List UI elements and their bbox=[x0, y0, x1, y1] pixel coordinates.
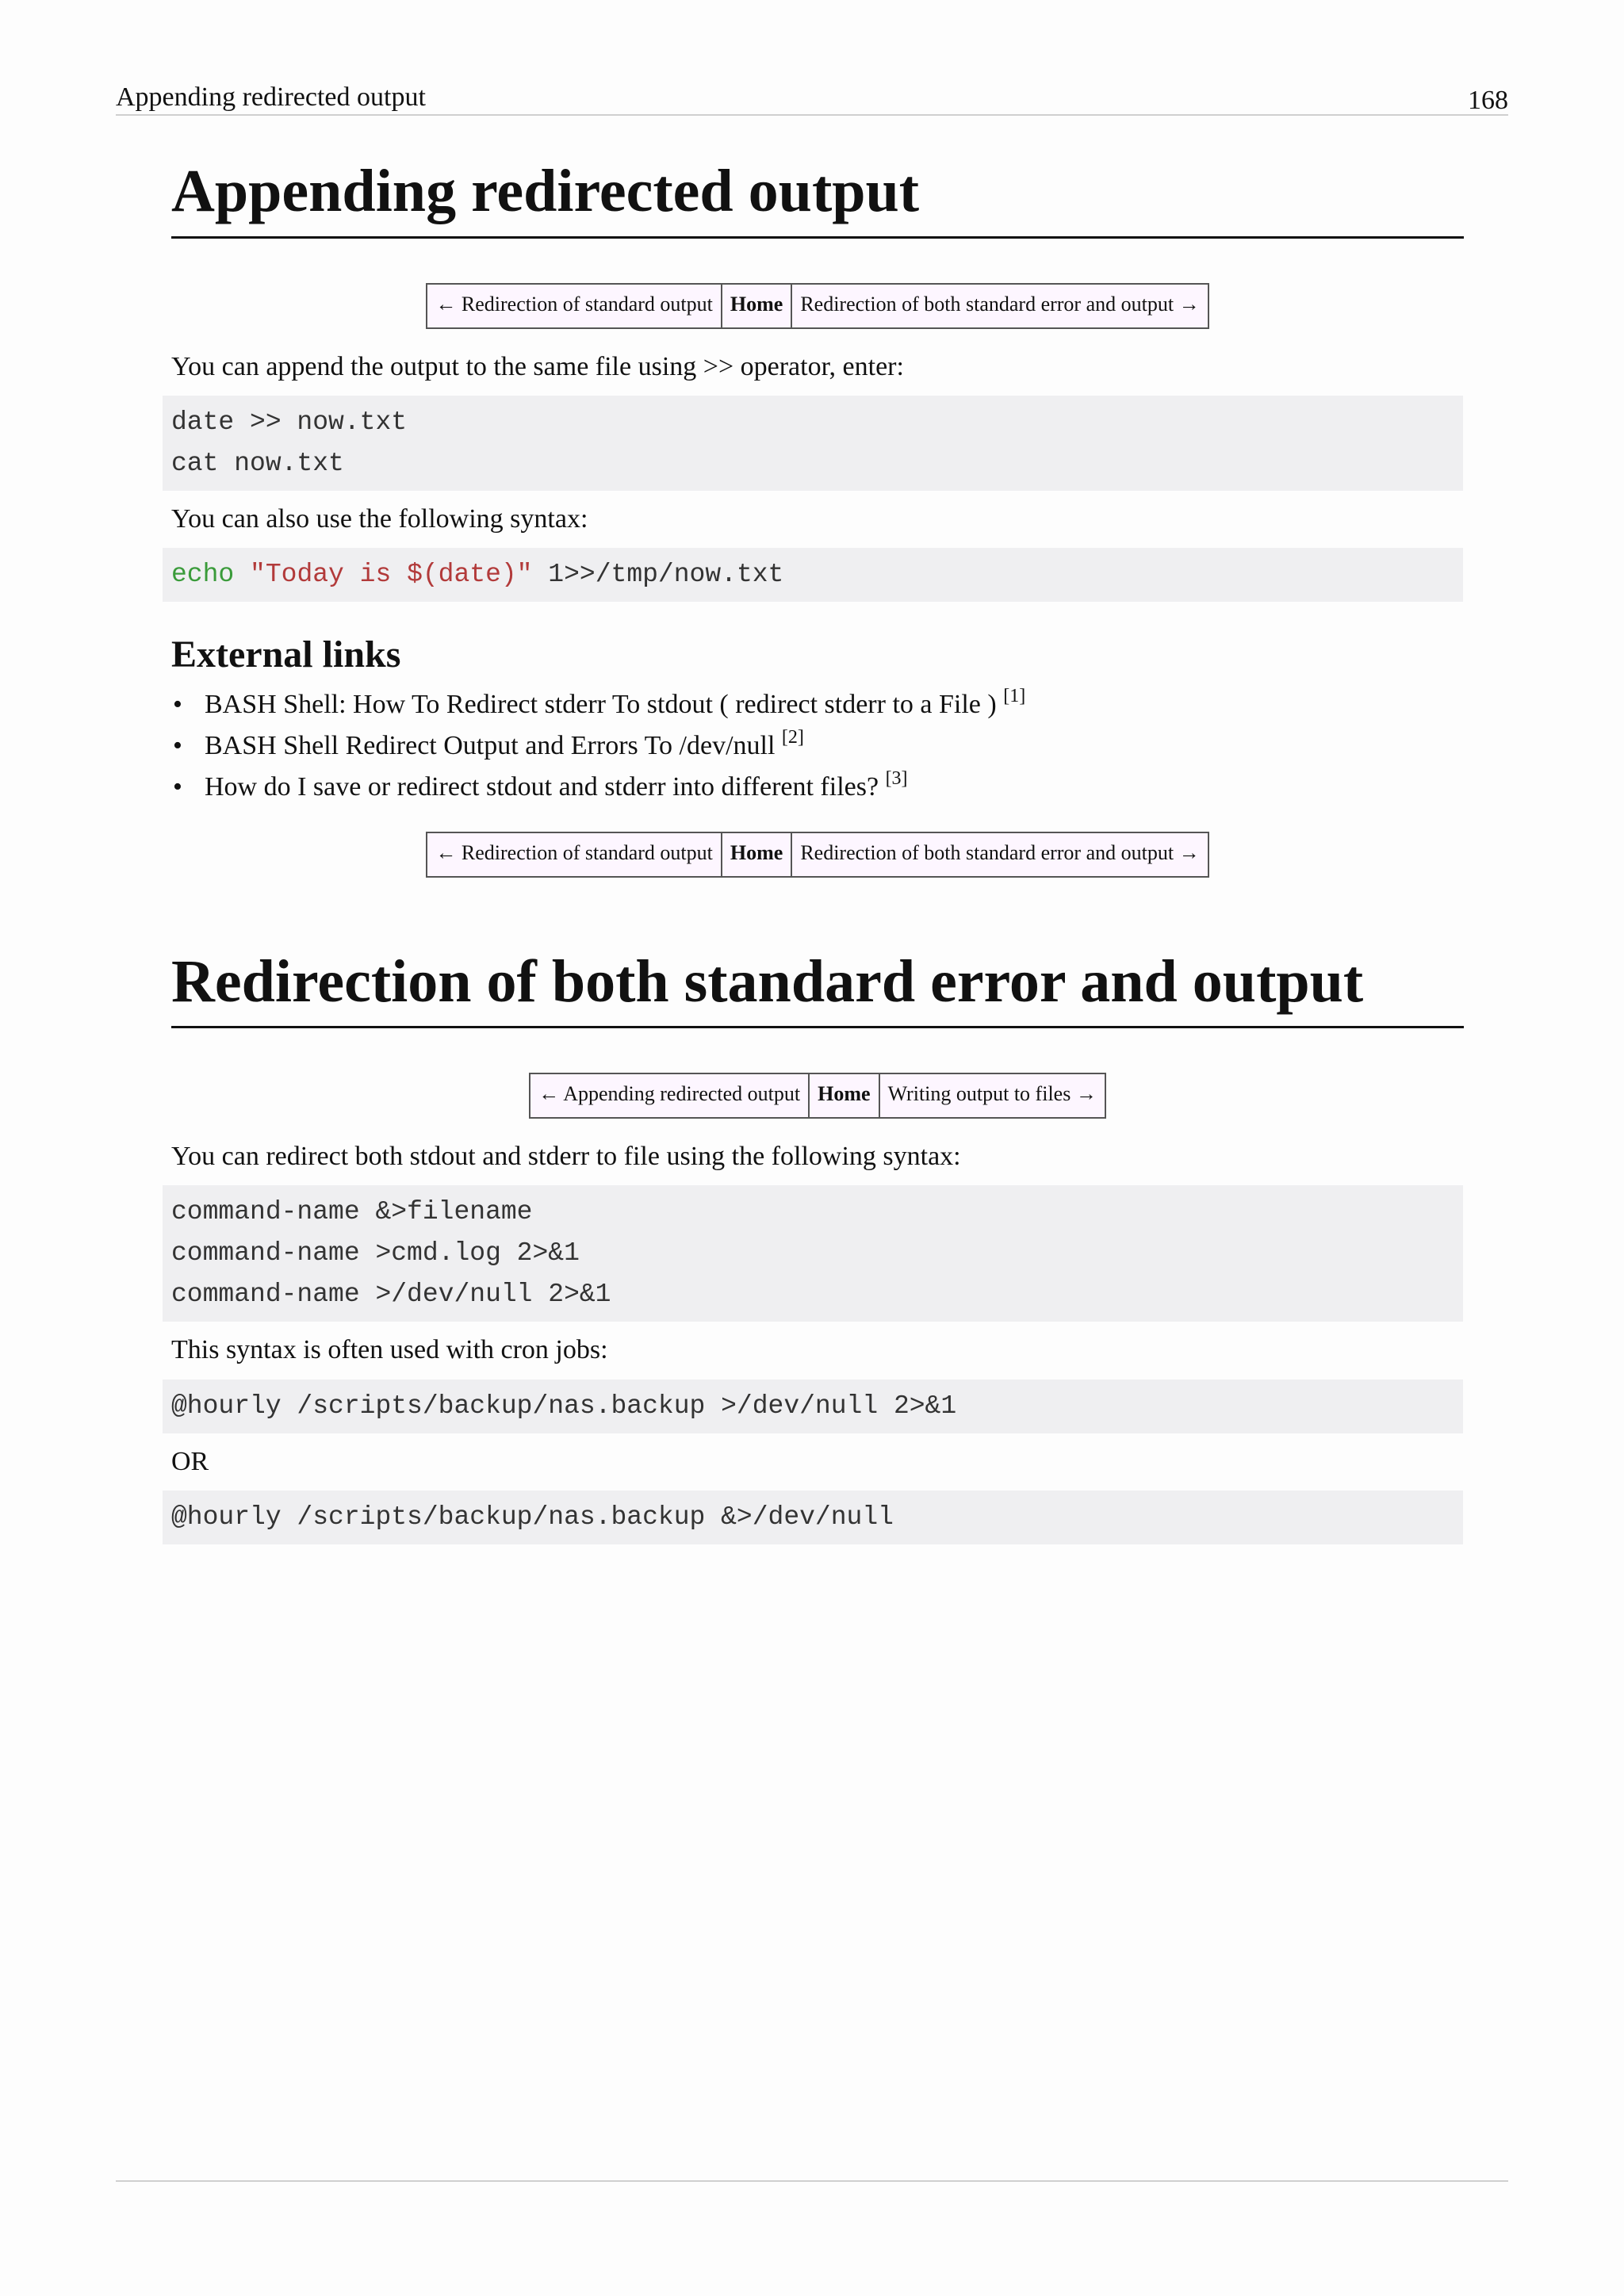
link-text[interactable]: How do I save or redirect stdout and stderr into different files? bbox=[205, 771, 886, 802]
code-line: command-name >cmd.log 2>&1 bbox=[171, 1238, 580, 1269]
code-line: @hourly /scripts/backup/nas.backup &>/dev/null bbox=[171, 1502, 894, 1532]
page-number: 168 bbox=[1468, 86, 1508, 115]
nav-next-link[interactable]: Redirection of both standard error and output → bbox=[791, 284, 1208, 328]
nav-box-bottom bbox=[426, 832, 1208, 878]
nav-next-link[interactable]: Writing output to files → bbox=[879, 1073, 1105, 1118]
page-content bbox=[171, 159, 1464, 1544]
running-header bbox=[116, 79, 1508, 116]
code-line: command-name >/dev/null 2>&1 bbox=[171, 1280, 611, 1310]
redirect-both-intro-text: You can redirect both stdout and stderr to file using the following syntax: bbox=[171, 1142, 961, 1172]
external-links-list bbox=[171, 684, 1464, 808]
nav-box-top bbox=[426, 283, 1208, 329]
section-title-appending: Appending redirected output bbox=[171, 159, 1464, 239]
link-text[interactable]: BASH Shell Redirect Output and Errors To /dev/null bbox=[205, 730, 782, 760]
list-item[interactable] bbox=[171, 767, 1464, 808]
list-item[interactable] bbox=[171, 725, 1464, 767]
code-line: date >> now.txt bbox=[171, 407, 408, 437]
code-line: @hourly /scripts/backup/nas.backup >/dev/null 2>&1 bbox=[171, 1391, 957, 1421]
nav-home-link[interactable]: Home bbox=[722, 284, 791, 328]
code-block-cron-1 bbox=[163, 1380, 1463, 1433]
nav-home-link[interactable]: Home bbox=[722, 832, 791, 877]
nav-next-link[interactable]: Redirection of both standard error and output → bbox=[791, 832, 1208, 877]
also-syntax-text: You can also use the following syntax: bbox=[171, 503, 588, 534]
reference-marker[interactable]: [2] bbox=[781, 726, 804, 748]
external-links-heading: External links bbox=[171, 633, 401, 675]
or-text: OR bbox=[171, 1446, 209, 1476]
code-block-echo bbox=[163, 548, 1463, 602]
code-string: "Today is $(date)" bbox=[250, 559, 533, 589]
append-intro-text: You can append the output to the same file using >> operator, enter: bbox=[171, 351, 904, 381]
code-block-redirect-both bbox=[163, 1185, 1463, 1322]
link-text[interactable]: BASH Shell: How To Redirect stderr To stdout ( redirect stderr to a File ) bbox=[205, 689, 1004, 719]
footer-divider bbox=[116, 2180, 1508, 2182]
nav-prev-link[interactable]: ← Redirection of standard output bbox=[427, 284, 721, 328]
nav-box-section2 bbox=[529, 1073, 1106, 1119]
cron-intro-text: This syntax is often used with cron jobs: bbox=[171, 1335, 608, 1365]
code-line: command-name &>filename bbox=[171, 1197, 533, 1227]
reference-marker[interactable]: [3] bbox=[885, 767, 908, 789]
reference-marker[interactable]: [1] bbox=[1003, 685, 1026, 706]
section-title-redirection-both: Redirection of both standard error and output bbox=[171, 949, 1464, 1029]
code-line: cat now.txt bbox=[171, 448, 344, 478]
code-block-cron-2 bbox=[163, 1490, 1463, 1544]
nav-home-link[interactable]: Home bbox=[809, 1073, 879, 1118]
list-item[interactable] bbox=[171, 684, 1464, 725]
nav-prev-link[interactable]: ← Redirection of standard output bbox=[427, 832, 721, 877]
code-rest: 1>>/tmp/now.txt bbox=[532, 559, 784, 589]
running-header-title: Appending redirected output bbox=[116, 82, 426, 112]
code-keyword: echo bbox=[171, 559, 235, 589]
nav-prev-link[interactable]: ← Appending redirected output bbox=[530, 1073, 809, 1118]
code-block-append bbox=[163, 396, 1463, 491]
